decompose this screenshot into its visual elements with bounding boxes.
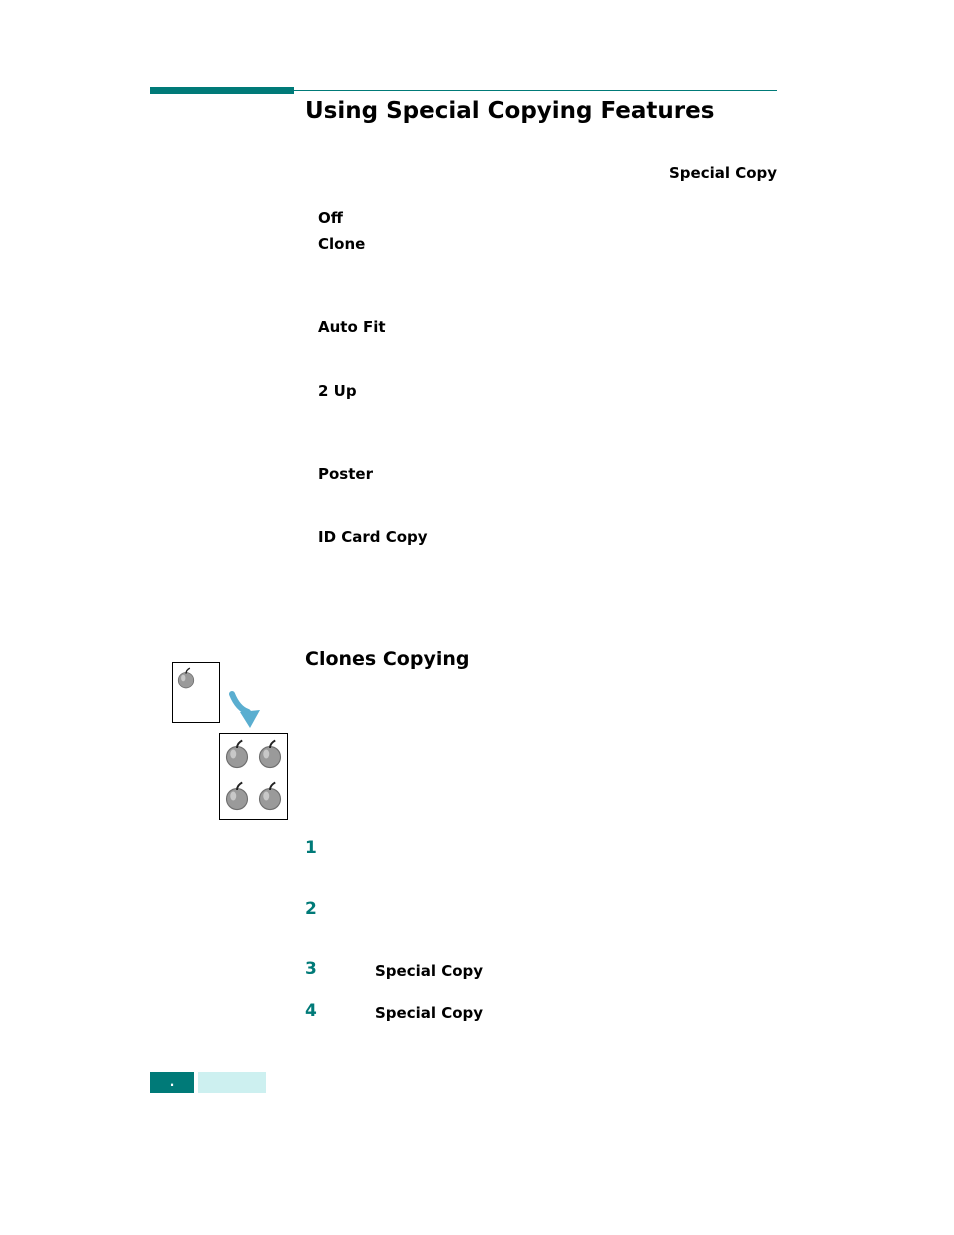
option-auto-fit: Auto Fit: [318, 318, 386, 336]
option-clone: Clone: [318, 235, 366, 253]
footer-chapter-tab: [198, 1072, 266, 1093]
apple-icon: [255, 738, 285, 770]
apple-icon: [222, 780, 252, 812]
header-rule-thin: [294, 90, 777, 91]
curved-arrow-icon: [226, 690, 266, 732]
apple-icon: [222, 738, 252, 770]
step-4-keyword: Special Copy: [375, 1004, 484, 1022]
option-id-card-copy: ID Card Copy: [318, 528, 428, 546]
option-off: Off: [318, 209, 343, 227]
apple-icon: [255, 780, 285, 812]
original-page-illustration: [172, 662, 220, 723]
step-3-number: 3: [305, 959, 317, 979]
apple-icon: [175, 667, 197, 689]
header-rule-thick: [150, 87, 294, 94]
step-2-number: 2: [305, 899, 317, 919]
footer-page-tab: .: [150, 1072, 194, 1093]
section-title: Using Special Copying Features: [305, 98, 715, 124]
clones-title: Clones Copying: [305, 648, 470, 670]
option-2-up: 2 Up: [318, 382, 357, 400]
intro-keyword: Special Copy: [669, 164, 778, 182]
option-poster: Poster: [318, 465, 373, 483]
step-3-keyword: Special Copy: [375, 962, 484, 980]
step-4-number: 4: [305, 1001, 317, 1021]
clone-output-illustration: [219, 733, 288, 820]
step-1-number: 1: [305, 838, 317, 858]
